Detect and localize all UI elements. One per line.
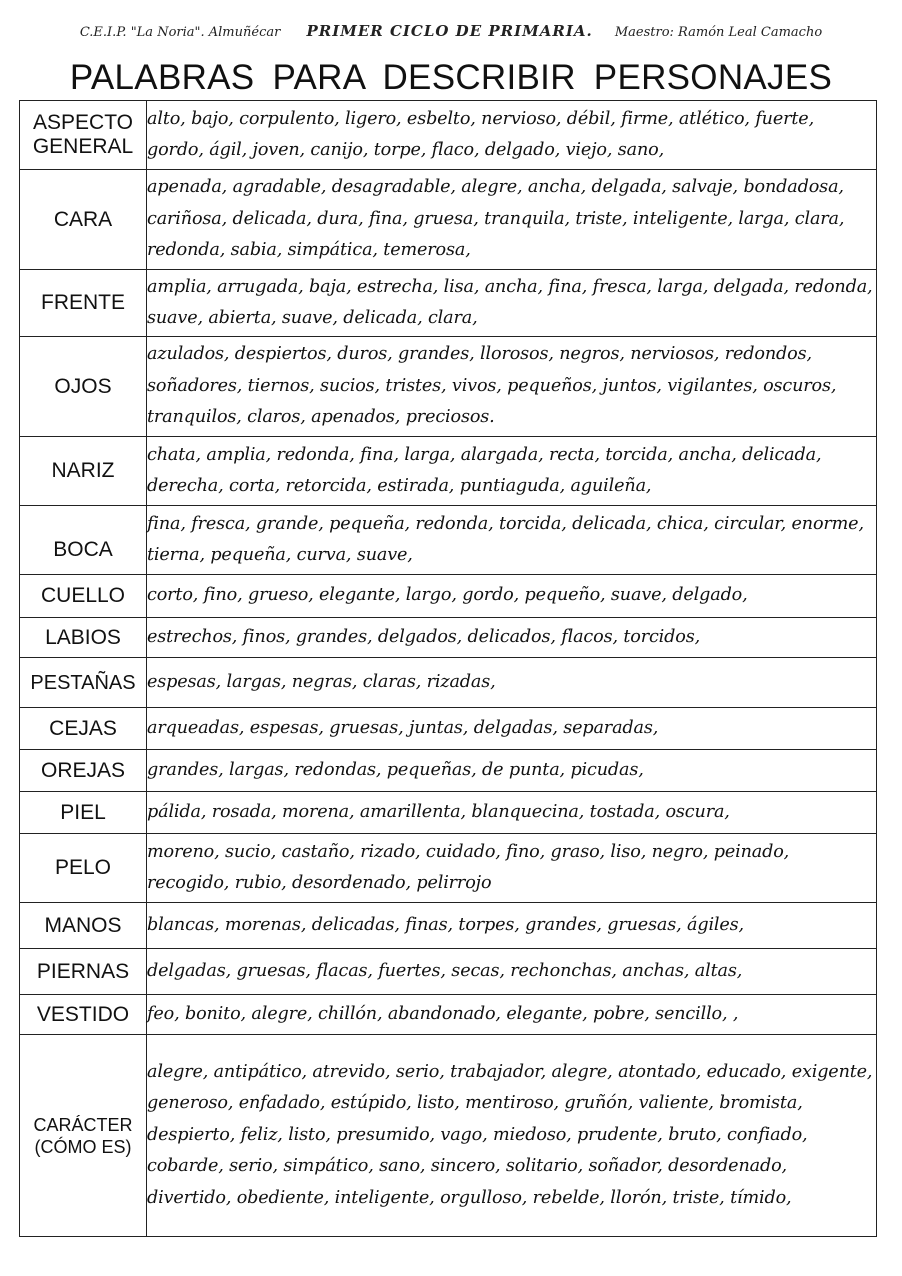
category-label: CUELLO (40, 584, 126, 607)
category-label: PIEL (60, 800, 106, 824)
table-row (20, 834, 877, 903)
category-label: CEJAS (49, 716, 117, 740)
category-cell (20, 792, 147, 834)
vocabulary-table (19, 100, 877, 1237)
category-label: MANOS (44, 913, 122, 937)
words-cell: fina, fresca, grande, pequeña, redonda, torcida, delicada, chica, circular, enorme, tierna, pequeña, curva, suave, (147, 506, 877, 575)
table-row (20, 949, 877, 995)
words-cell: alegre, antipático, atrevido, serio, trabajador, alegre, atontado, educado, exigente, generoso, enfadado, estúpido, listo, mentiroso, gruñón, valiente, bromista, despierto, feliz, listo, presumido, vago, miedoso, prudente, bruto, confiado, cobarde, serio, simpático, sano, sincero, solitario, soñador, desordenado, divertido, obediente, inteligente, orgulloso, rebelde, llorón, triste, tímido, (147, 1035, 877, 1237)
cycle-name: PRIMER CICLO DE PRIMARIA. (306, 22, 593, 40)
words-cell: grandes, largas, redondas, pequeñas, de punta, picudas, (147, 750, 877, 792)
words-cell: blancas, morenas, delicadas, finas, torpes, grandes, gruesas, ágiles, (147, 903, 877, 949)
category-label: OJOS (54, 374, 112, 398)
category-label: PIERNAS (36, 959, 130, 983)
category-label: FRENTE (41, 291, 125, 314)
words-cell: moreno, sucio, castaño, rizado, cuidado, fino, graso, liso, negro, peinado, recogido, rubio, desordenado, pelirrojo (147, 834, 877, 903)
category-cell (20, 658, 147, 708)
category-label: CARA (53, 207, 113, 231)
words-cell: corto, fino, grueso, elegante, largo, gordo, pequeño, suave, delgado, (147, 575, 877, 618)
category-label: CARÁCTER (CÓMO ES) (33, 1114, 133, 1157)
category-label: PELO (54, 856, 112, 879)
table-row (20, 506, 877, 575)
category-cell (20, 750, 147, 792)
category-cell (20, 995, 147, 1035)
words-cell: apenada, agradable, desagradable, alegre, ancha, delgada, salvaje, bondadosa, cariñosa, delicada, dura, fina, gruesa, tranquila, triste, inteligente, larga, clara, redonda, sabia, simpática, temerosa, (147, 170, 877, 270)
table-row (20, 101, 877, 170)
category-cell (20, 708, 147, 750)
table-row (20, 903, 877, 949)
words-cell: espesas, largas, negras, claras, rizadas, (147, 658, 877, 708)
table-row (20, 618, 877, 658)
words-cell: chata, amplia, redonda, fina, larga, alargada, recta, torcida, ancha, delicada, derecha, corta, retorcida, estirada, puntiaguda, aguileña, (147, 437, 877, 506)
category-cell (20, 506, 147, 575)
category-label: BOCA (53, 538, 113, 561)
category-label: OREJAS (40, 758, 126, 782)
words-cell: azulados, despiertos, duros, grandes, llorosos, negros, nerviosos, redondos, soñadores, tiernos, sucios, tristes, vivos, pequeños, juntos, vigilantes, oscuros, tranquilos, claros, apenados, preciosos. (147, 337, 877, 437)
category-cell (20, 949, 147, 995)
words-cell: pálida, rosada, morena, amarillenta, blanquecina, tostada, oscura, (147, 792, 877, 834)
category-label: ASPECTO GENERAL (32, 111, 134, 158)
category-cell (20, 618, 147, 658)
words-cell: feo, bonito, alegre, chillón, abandonado, elegante, pobre, sencillo, , (147, 995, 877, 1035)
category-cell (20, 270, 147, 337)
table-row (20, 337, 877, 437)
category-cell (20, 575, 147, 618)
words-cell: delgadas, gruesas, flacas, fuertes, secas, rechonchas, anchas, altas, (147, 949, 877, 995)
table-row (20, 575, 877, 618)
table-row (20, 170, 877, 270)
category-label: NARIZ (51, 459, 115, 482)
table-row (20, 750, 877, 792)
table-row (20, 1035, 877, 1237)
page-header (0, 22, 902, 40)
words-cell: estrechos, finos, grandes, delgados, delicados, flacos, torcidos, (147, 618, 877, 658)
category-cell (20, 101, 147, 170)
table-row (20, 995, 877, 1035)
category-cell (20, 834, 147, 903)
words-cell: arqueadas, espesas, gruesas, juntas, delgadas, separadas, (147, 708, 877, 750)
page-title: PALABRAS PARA DESCRIBIR PERSONAJES (69, 58, 833, 97)
table-row (20, 792, 877, 834)
category-cell (20, 437, 147, 506)
school-name: C.E.I.P. "La Noria". Almuñécar (79, 25, 281, 40)
category-cell (20, 170, 147, 270)
table-row (20, 270, 877, 337)
words-cell: alto, bajo, corpulento, ligero, esbelto, nervioso, débil, firme, atlético, fuerte, gordo, ágil, joven, canijo, torpe, flaco, delgado, viejo, sano, (147, 101, 877, 170)
table-row (20, 437, 877, 506)
category-label: VESTIDO (36, 1002, 130, 1026)
teacher-name: Maestro: Ramón Leal Camacho (614, 25, 823, 40)
table-row (20, 658, 877, 708)
category-label: LABIOS (45, 625, 121, 649)
category-cell (20, 337, 147, 437)
table-row (20, 708, 877, 750)
category-label: PESTAÑAS (30, 671, 136, 694)
category-cell (20, 1035, 147, 1237)
category-cell (20, 903, 147, 949)
words-cell: amplia, arrugada, baja, estrecha, lisa, ancha, fina, fresca, larga, delgada, redonda, suave, abierta, suave, delicada, clara, (147, 270, 877, 337)
